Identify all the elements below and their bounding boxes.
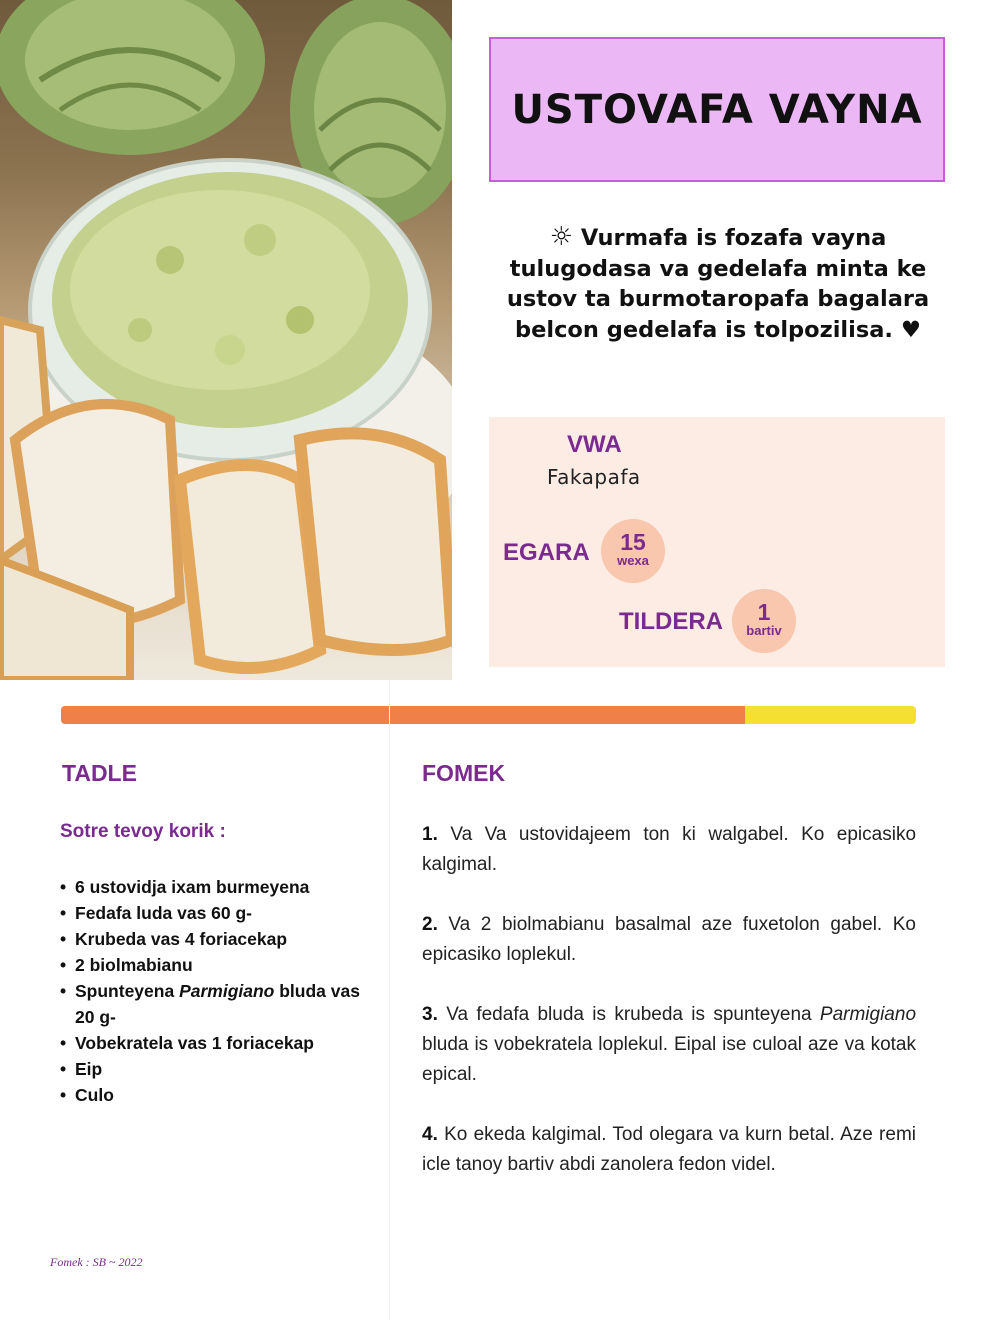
method-heading: FOMEK <box>422 760 506 786</box>
time-badge <box>601 519 665 583</box>
time-label: EGARA <box>503 539 590 566</box>
divider-orange <box>61 706 745 724</box>
recipe-photo <box>0 0 452 680</box>
time-value: 15 <box>620 529 646 555</box>
list-item: • 6 ustovidja ixam burmeyena <box>60 874 370 900</box>
step-4 <box>422 1120 916 1180</box>
step-number: 4. <box>422 1124 438 1145</box>
step-text: Ko ekeda kalgimal. Tod olegara va kurn betal. Aze remi icle tanoy bartiv abdi zanolera fedon videl. <box>422 1124 916 1175</box>
intro-body: Vurmafa is fozafa vayna tulugodasa va gedelafa minta ke ustov ta burmotaropafa bagalara belcon gedelafa is tolpozilisa. <box>506 225 930 343</box>
step-number: 1. <box>422 824 438 845</box>
servings-value: 1 <box>757 599 771 625</box>
heart-icon: ♥ <box>900 316 921 343</box>
step-3 <box>422 1000 916 1090</box>
step-2 <box>422 910 916 970</box>
time-unit: wexa <box>617 553 649 568</box>
divider-bar <box>61 706 916 724</box>
step-text: Va 2 biolmabianu basalmal aze fuxetolon gabel. Ko epicasiko loplekul. <box>422 914 916 965</box>
info-panel <box>489 417 945 667</box>
title-box <box>489 37 945 182</box>
servings-unit: bartiv <box>746 623 782 638</box>
footer-credit: Fomek : SB ~ 2022 <box>50 1255 143 1269</box>
list-item: • Vobekratela vas 1 foriacekap <box>60 1030 370 1056</box>
artichoke-dip-illustration <box>0 0 452 680</box>
list-item: • 2 biolmabianu <box>60 952 370 978</box>
column-divider <box>389 680 390 1320</box>
divider-yellow <box>745 706 916 724</box>
list-item: • Fedafa luda vas 60 g- <box>60 900 370 926</box>
type-label: VWA <box>567 431 622 458</box>
sun-icon: ☼ <box>549 222 573 252</box>
ingredients-heading: TADLE <box>62 760 137 786</box>
step-text: Va fedafa bluda is krubeda is spunteyena Parmigiano bluda is vobekratela loplekul. Eipal ise culoal aze va kotak epical. <box>422 1004 917 1085</box>
type-value: Fakapafa <box>547 465 641 489</box>
list-item: • Culo <box>60 1082 370 1108</box>
intro-text <box>500 222 936 345</box>
servings-badge <box>732 589 796 653</box>
step-text: Va Va ustovidajeem ton ki walgabel. Ko epicasiko kalgimal. <box>422 824 917 875</box>
method-steps <box>422 820 916 1210</box>
step-number: 3. <box>422 1004 438 1025</box>
step-1 <box>422 820 916 880</box>
list-item: • Krubeda vas 4 foriacekap <box>60 926 370 952</box>
step-number: 2. <box>422 914 438 935</box>
list-item: • Spunteyena Parmigiano bluda vas 20 g- <box>60 978 370 1030</box>
servings-label: TILDERA <box>619 608 723 635</box>
recipe-title: USTOVAFA VAYNA <box>511 86 923 133</box>
list-item: • Eip <box>60 1056 370 1082</box>
ingredients-subheading: Sotre tevoy korik : <box>60 821 226 842</box>
ingredients-list <box>60 874 370 1108</box>
